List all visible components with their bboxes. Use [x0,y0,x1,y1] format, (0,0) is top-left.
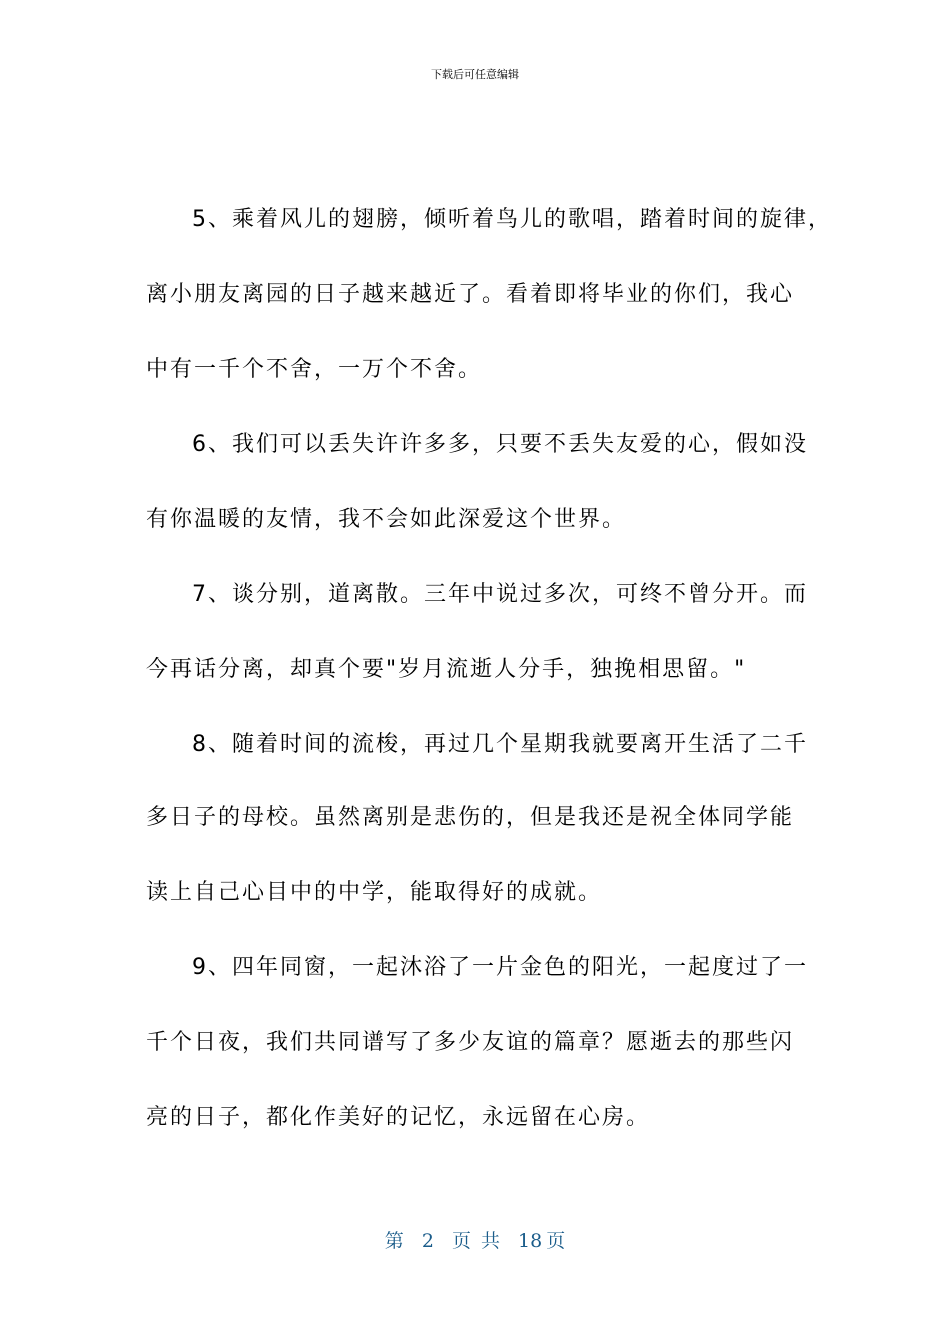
total-page-count: 18 [518,1230,543,1252]
footer-prefix: 第 [384,1230,404,1252]
paragraph-9-line-1: 9、四年同窗，一起沐浴了一片金色的阳光，一起度过了一 [192,955,808,980]
footer-middle: 页 共 [451,1230,500,1252]
footer-suffix: 页 [546,1230,566,1252]
current-page-number: 2 [421,1230,434,1252]
paragraph-5-line-1: 5、乘着风儿的翅膀，倾听着鸟儿的歌唱，踏着时间的旋律， [192,207,832,232]
page-number-footer [0,1226,950,1253]
paragraph-9-line-2: 千个日夜，我们共同谱写了多少友谊的篇章？愿逝去的那些闪 [146,1030,795,1055]
paragraph-7-line-1: 7、谈分别，道离散。三年中说过多次，可终不曾分开。而 [192,582,808,607]
paragraph-9-line-3: 亮的日子，都化作美好的记忆，永远留在心房。 [146,1105,651,1130]
paragraph-7-line-2: 今再话分离，却真个要"岁月流逝人分手，独挽相思留。" [146,657,747,682]
paragraph-6-line-1: 6、我们可以丢失许许多多，只要不丢失友爱的心，假如没 [192,432,808,457]
paragraph-8-line-1: 8、随着时间的流梭，再过几个星期我就要离开生活了二千 [192,732,808,757]
paragraph-6-line-2: 有你温暖的友情，我不会如此深爱这个世界。 [146,507,627,532]
paragraph-8-line-2: 多日子的母校。虽然离别是悲伤的，但是我还是祝全体同学能 [146,805,795,830]
paragraph-5-line-3: 中有一千个不舍，一万个不舍。 [146,357,483,382]
header-note: 下载后可任意编辑 [431,68,519,81]
paragraph-5-line-2: 离小朋友离园的日子越来越近了。看着即将毕业的你们，我心 [146,282,795,307]
paragraph-8-line-3: 读上自己心目中的中学，能取得好的成就。 [146,880,603,905]
